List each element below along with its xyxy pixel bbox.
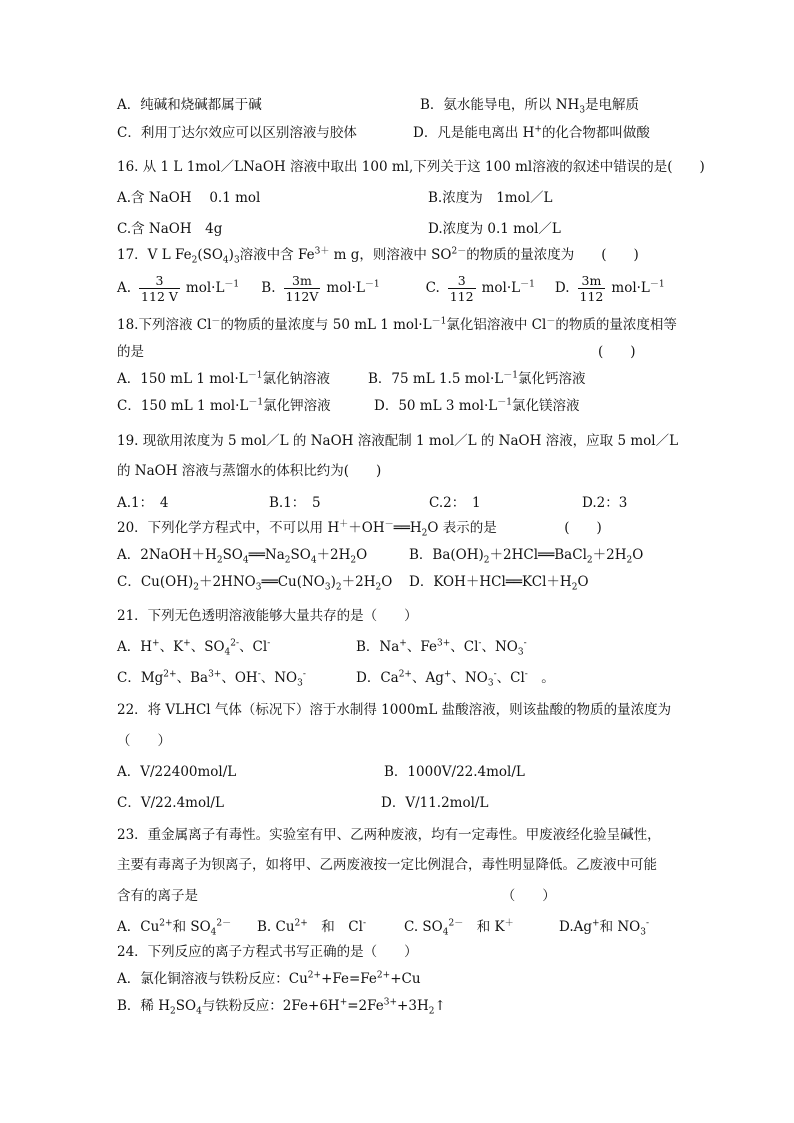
q22-option-d: D．V/11.2mol/L — [381, 795, 489, 811]
q20-option-b: B．$Ba(OH)_2+2HCl══BaCl_2+2H_2O$ — [409, 547, 644, 566]
q17-option-c: C. $\frac{3}{112}$ $mol\cdot L^{-1}$ — [425, 273, 535, 304]
q21-stem: 21．下列无色透明溶液能够大量共存的是（ ） — [117, 608, 418, 624]
q23-option-a: A．$Cu^{2+}$和 $SO_4^{2-}$ — [117, 918, 232, 938]
q20-option-c: C．$Cu(OH)_2+2HNO_3══Cu(NO_3)_2+2H_2O$ — [117, 574, 393, 593]
q17-option-d: D. $\frac{3m}{112}$ $mol\cdot L^{-1}$ — [554, 273, 665, 304]
q17-options — [117, 268, 665, 308]
q16-option-b: B.浓度为 1mol／L — [428, 190, 553, 206]
q23-stem-cont-2: 含有的离子是 （ ） — [117, 888, 556, 904]
q23-stem: 23．重金属离子有毒性。实验室有甲、乙两种废液，均有一定毒性。甲废液经化验呈碱性， — [117, 827, 661, 843]
q20-option-d: D．$KOH+HCl══KCl+H_2O$ — [409, 574, 589, 593]
q24-stem: 24．下列反应的离子方程式书写正确的是（ ） — [117, 944, 418, 960]
q18-answer-blank: ( ) — [598, 344, 636, 360]
q20-option-a: A．$2NaOH+H_2SO_4══Na_2SO_4+2H_2O$ — [117, 547, 368, 566]
q17-stem: 17．V L $Fe_2(SO_4)_3$溶液中含 $Fe^{3+}$ m g，则溶液中 $SO^{2-}$的物质的量浓度为 ( ) — [117, 246, 639, 266]
q20-stem: 20．下列化学方程式中，不可以用 $H^++OH^-══H_2O$ 表示的是 ( ) — [117, 519, 602, 539]
q21-option-b: B．Na+、$Fe^{3+}$、Cl-、$NO_3^-$ — [356, 638, 527, 658]
q22-option-c: C．V/22.4mol/L — [117, 795, 224, 811]
q18-stem-cont: 的是 — [117, 344, 144, 360]
q19-stem: 19. 现欲用浓度为 5 mol／L 的 NaOH 溶液配制 1 mol／L 的 NaOH 溶液，应取 5 mol／L — [117, 433, 679, 449]
q19-option-b: B.1： 5 — [269, 495, 321, 511]
q23-option-c: C. $SO_4^{2-}$ 和 K＋ — [404, 918, 514, 938]
q17-option-b: B. $\frac{3m}{112V}$ $mol\cdot L^{-1}$ — [261, 273, 380, 304]
q16-stem: 16. 从 1 L 1mol／LNaOH 溶液中取出 100 ml,下列关于这 100 ml溶液的叙述中错误的是( ) — [117, 159, 705, 175]
q18-option-b: B．75 mL 1.5 $mol\cdot L^{-1}$氯化钙溶液 — [368, 370, 586, 387]
q16-option-d: D.浓度为 0.1 mol／L — [428, 221, 561, 237]
q18-stem: 18.下列溶液 Cl－的物质的量浓度与 50 mL 1 $mol\cdot L^{-1}$氯化铝溶液中 Cl－的物质的量浓度相等 — [117, 316, 677, 333]
q15-option-c: C．利用丁达尔效应可以区别溶液与胶体 — [117, 125, 357, 141]
q23-option-d: D.Ag+和 $NO_3^-$ — [559, 918, 650, 938]
q24-option-a: A．氯化铜溶液与铁粉反应：$Cu^{2+}+Fe=Fe^{2+}+Cu$ — [117, 970, 421, 987]
q18-option-d: D．50 mL 3 $mol\cdot L^{-1}$氯化镁溶液 — [374, 397, 580, 414]
q22-option-b: B．1000V/22.4mol/L — [384, 764, 525, 780]
q22-option-a: A．V/22400mol/L — [117, 764, 237, 780]
q18-option-c: C．150 mL 1 $mol\cdot L^{-1}$氯化钾溶液 — [117, 397, 331, 414]
q24-option-b: B．稀 $H_2SO_4$与铁粉反应：$2Fe+6H^+=2Fe^{3+}+3H_2↑$ — [117, 997, 446, 1017]
q21-option-c: C．$Mg^{2+}$、$Ba^{3+}$、OH-、$NO_3^-$ — [117, 669, 306, 689]
q18-option-a: A．150 mL 1 $mol\cdot L^{-1}$氯化钠溶液 — [117, 370, 330, 387]
q17-option-a: A. $\frac{3}{112 V}$ $mol\cdot L^{-1}$ — [117, 273, 240, 304]
q16-option-a: A.含 NaOH 0.1 mol — [117, 190, 261, 206]
q19-stem-cont: 的 NaOH 溶液与蒸馏水的体积比约为( ) — [117, 463, 382, 479]
q16-option-c: C.含 NaOH 4g — [117, 221, 223, 237]
q15-option-b: B．氨水能导电，所以 $NH_3$是电解质 — [420, 97, 640, 116]
q22-answer-blank: （ ） — [117, 733, 171, 749]
q23-stem-cont-1: 主要有毒离子为钡离子，如将甲、乙两废液按一定比例混合，毒性明显降低。乙废液中可能 — [117, 857, 657, 873]
q22-stem: 22．将 VLHCl 气体（标况下）溶于水制得 1000mL 盐酸溶液，则该盐酸的物质的量浓度为 — [117, 702, 672, 718]
q21-option-a: A．H+、K+、$SO_4^{2-}$、Cl- — [117, 638, 271, 658]
q15-option-a: A．纯碱和烧碱都属于碱 — [117, 97, 262, 113]
q19-option-d: D.2：3 — [582, 495, 628, 511]
q19-option-a: A.1： 4 — [117, 495, 169, 511]
q23-option-b: B. $Cu^{2+}$ 和 Cl- — [257, 918, 367, 935]
q21-option-d: D．$Ca^{2+}$、Ag+、$NO_3^-$、Cl- 。 — [356, 669, 555, 689]
q19-option-c: C.2： 1 — [429, 495, 481, 511]
q15-option-d: D．凡是能电离出 H+的化合物都叫做酸 — [413, 124, 650, 141]
